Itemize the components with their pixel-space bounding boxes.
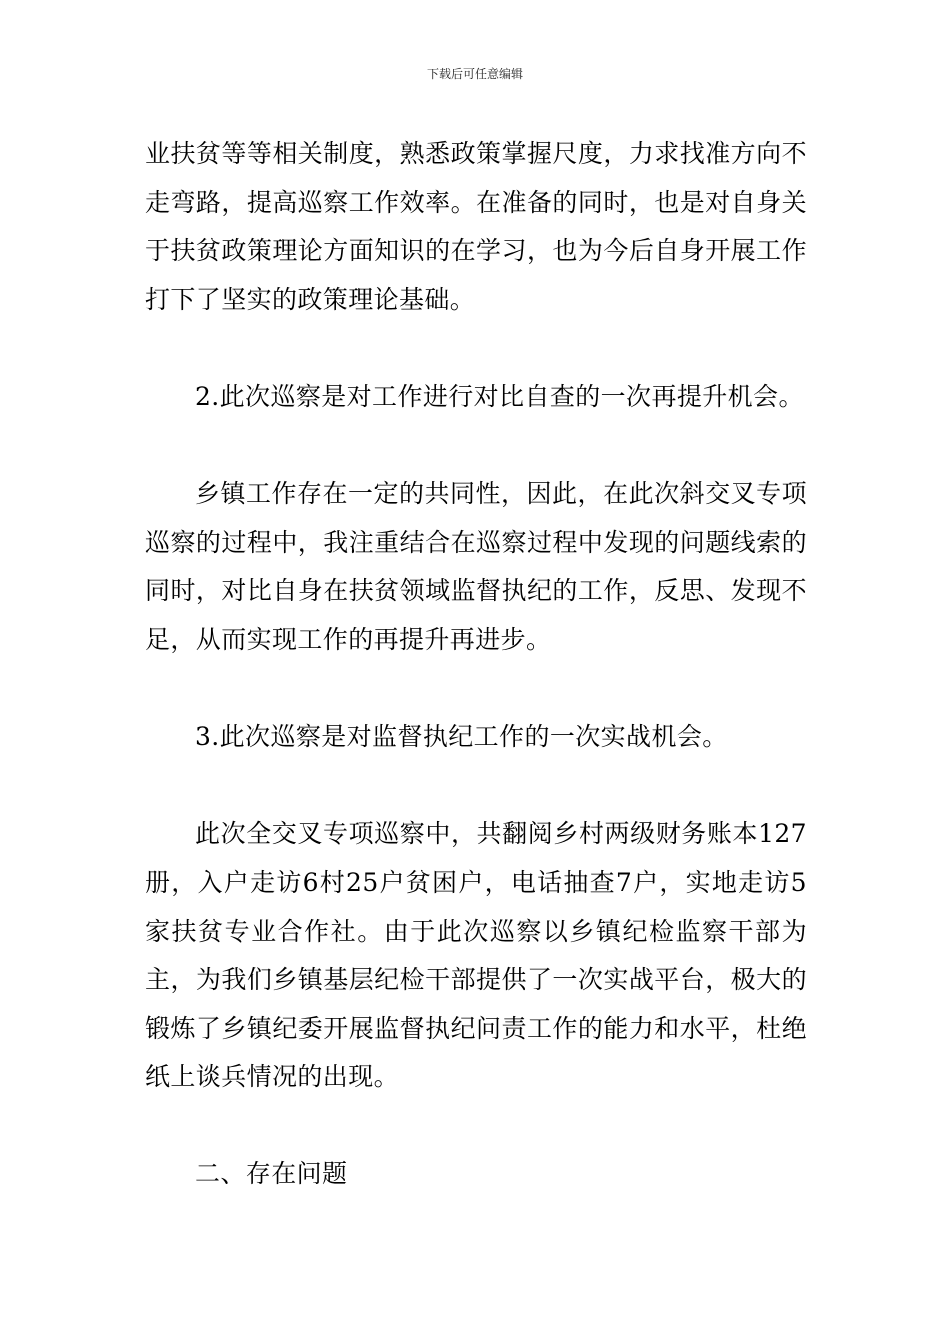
document-body	[145, 130, 807, 1199]
subheading-point-3: 3.此次巡察是对监督执纪工作的一次实战机会。	[195, 722, 728, 752]
paragraph-gap	[145, 665, 807, 714]
paragraph-gap	[145, 1102, 807, 1151]
paragraph-gap	[145, 324, 807, 373]
page-header: 下载后可任意编辑	[426, 67, 523, 81]
paragraph-continuation: 业扶贫等等相关制度，熟悉政策掌握尺度，力求找准方向不走弯路，提高巡察工作效率。在准备的同时，也是对自身关于扶贫政策理论方面知识的在学习，也为今后自身开展工作打下了坚实的政策理论基础。	[145, 139, 807, 314]
paragraph-self-check: 乡镇工作存在一定的共同性，因此，在此次斜交叉专项巡察的过程中，我注重结合在巡察过程中发现的问题线索的同时，对比自身在扶贫领域监督执纪的工作，反思、发现不足，从而实现工作的再提升再进步。	[145, 479, 807, 654]
subheading-point-2: 2.此次巡察是对工作进行对比自查的一次再提升机会。	[195, 381, 804, 411]
paragraph-practice: 此次全交叉专项巡察中，共翻阅乡村两级财务账本127册，入户走访6村25户贫困户，电话抽查7户，实地走访5家扶贫专业合作社。由于此次巡察以乡镇纪检监察干部为主，为我们乡镇基层纪检干部提供了一次实战平台，极大的锻炼了乡镇纪委开展监督执纪问责工作的能力和水平，杜绝纸上谈兵情况的出现。	[145, 819, 807, 1092]
paragraph-gap	[145, 762, 807, 811]
section-heading-problems: 二、存在问题	[195, 1159, 348, 1189]
paragraph-gap	[145, 422, 807, 471]
